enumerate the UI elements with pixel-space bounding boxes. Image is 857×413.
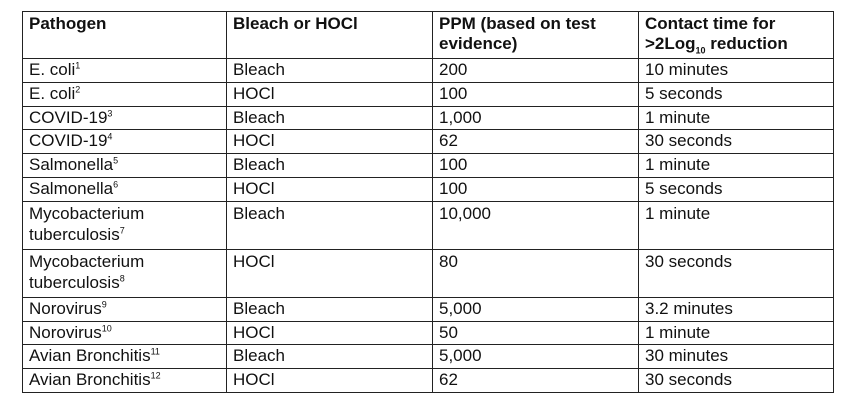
header-pathogen: Pathogen xyxy=(23,12,227,59)
pathogen-name: COVID-19 xyxy=(29,131,108,151)
pathogen-cell xyxy=(23,106,227,130)
pathogen-cell xyxy=(23,130,227,154)
reference-superscript: 1 xyxy=(75,60,81,71)
reference-superscript: 3 xyxy=(107,107,113,118)
reference-superscript: 9 xyxy=(101,299,107,310)
ppm-cell: 10,000 xyxy=(433,201,639,249)
header-contact-time xyxy=(639,12,834,59)
pathogen-cell xyxy=(23,369,227,393)
agent-cell: HOCl xyxy=(227,177,433,201)
pathogen-cell xyxy=(23,297,227,321)
agent-cell: HOCl xyxy=(227,321,433,345)
table-row xyxy=(23,297,834,321)
header-ppm: PPM (based on test evidence) xyxy=(433,12,639,59)
pathogen-name: Mycobacterium tuberculosis xyxy=(29,251,145,292)
table-row xyxy=(23,369,834,393)
contact-time-cell: 30 seconds xyxy=(639,369,834,393)
pathogen-name: COVID-19 xyxy=(29,107,108,127)
pathogen-cell xyxy=(23,345,227,369)
table-row xyxy=(23,321,834,345)
agent-cell: Bleach xyxy=(227,154,433,178)
header-contact-prefix: Contact time for >2Log xyxy=(645,14,776,53)
contact-time-cell: 1 minute xyxy=(639,321,834,345)
reference-superscript: 6 xyxy=(113,179,119,190)
pathogen-cell xyxy=(23,154,227,178)
contact-time-cell: 1 minute xyxy=(639,106,834,130)
reference-superscript: 2 xyxy=(75,84,81,95)
pathogen-cell xyxy=(23,82,227,106)
header-contact-subscript: 10 xyxy=(695,45,706,56)
pathogen-name: Avian Bronchitis xyxy=(29,346,151,366)
reference-superscript: 7 xyxy=(119,225,125,236)
pathogen-name: Mycobacterium tuberculosis xyxy=(29,203,145,244)
reference-superscript: 10 xyxy=(101,322,112,333)
table-row xyxy=(23,59,834,83)
reference-superscript: 11 xyxy=(150,346,160,357)
reference-superscript: 12 xyxy=(150,370,161,381)
contact-time-cell: 1 minute xyxy=(639,154,834,178)
reference-superscript: 4 xyxy=(107,131,113,142)
ppm-cell: 80 xyxy=(433,249,639,297)
reference-superscript: 8 xyxy=(119,273,125,284)
table-row xyxy=(23,177,834,201)
contact-time-cell: 30 seconds xyxy=(639,130,834,154)
pathogen-cell xyxy=(23,177,227,201)
ppm-cell: 62 xyxy=(433,130,639,154)
contact-time-cell: 30 seconds xyxy=(639,249,834,297)
contact-time-cell: 5 seconds xyxy=(639,82,834,106)
pathogen-name: Avian Bronchitis xyxy=(29,370,151,390)
agent-cell: HOCl xyxy=(227,130,433,154)
reference-superscript: 5 xyxy=(113,155,119,166)
ppm-cell: 100 xyxy=(433,177,639,201)
pathogen-cell xyxy=(23,59,227,83)
pathogen-table xyxy=(22,11,834,393)
table-row xyxy=(23,130,834,154)
header-agent: Bleach or HOCl xyxy=(227,12,433,59)
ppm-cell: 62 xyxy=(433,369,639,393)
pathogen-cell xyxy=(23,321,227,345)
pathogen-cell xyxy=(23,201,227,249)
ppm-cell: 5,000 xyxy=(433,345,639,369)
agent-cell: HOCl xyxy=(227,249,433,297)
agent-cell: Bleach xyxy=(227,59,433,83)
contact-time-cell: 5 seconds xyxy=(639,177,834,201)
agent-cell: Bleach xyxy=(227,345,433,369)
pathogen-name: E. coli xyxy=(29,83,76,103)
agent-cell: Bleach xyxy=(227,106,433,130)
contact-time-cell: 1 minute xyxy=(639,201,834,249)
ppm-cell: 100 xyxy=(433,154,639,178)
agent-cell: Bleach xyxy=(227,201,433,249)
pathogen-name: Norovirus xyxy=(29,322,102,342)
table-row xyxy=(23,201,834,249)
ppm-cell: 200 xyxy=(433,59,639,83)
table-row xyxy=(23,82,834,106)
pathogen-name: E. coli xyxy=(29,60,76,79)
table-row xyxy=(23,154,834,178)
table-row xyxy=(23,345,834,369)
ppm-cell: 100 xyxy=(433,82,639,106)
ppm-cell: 1,000 xyxy=(433,106,639,130)
header-contact-suffix: reduction xyxy=(705,34,788,53)
agent-cell: HOCl xyxy=(227,369,433,393)
contact-time-cell: 30 minutes xyxy=(639,345,834,369)
table-row xyxy=(23,106,834,130)
pathogen-name: Norovirus xyxy=(29,298,102,318)
ppm-cell: 5,000 xyxy=(433,297,639,321)
pathogen-name: Salmonella xyxy=(29,155,114,175)
agent-cell: Bleach xyxy=(227,297,433,321)
ppm-cell: 50 xyxy=(433,321,639,345)
contact-time-cell: 10 minutes xyxy=(639,59,834,83)
header-row xyxy=(23,12,834,59)
table-row xyxy=(23,249,834,297)
pathogen-cell xyxy=(23,249,227,297)
agent-cell: HOCl xyxy=(227,82,433,106)
pathogen-name: Salmonella xyxy=(29,178,114,198)
contact-time-cell: 3.2 minutes xyxy=(639,297,834,321)
